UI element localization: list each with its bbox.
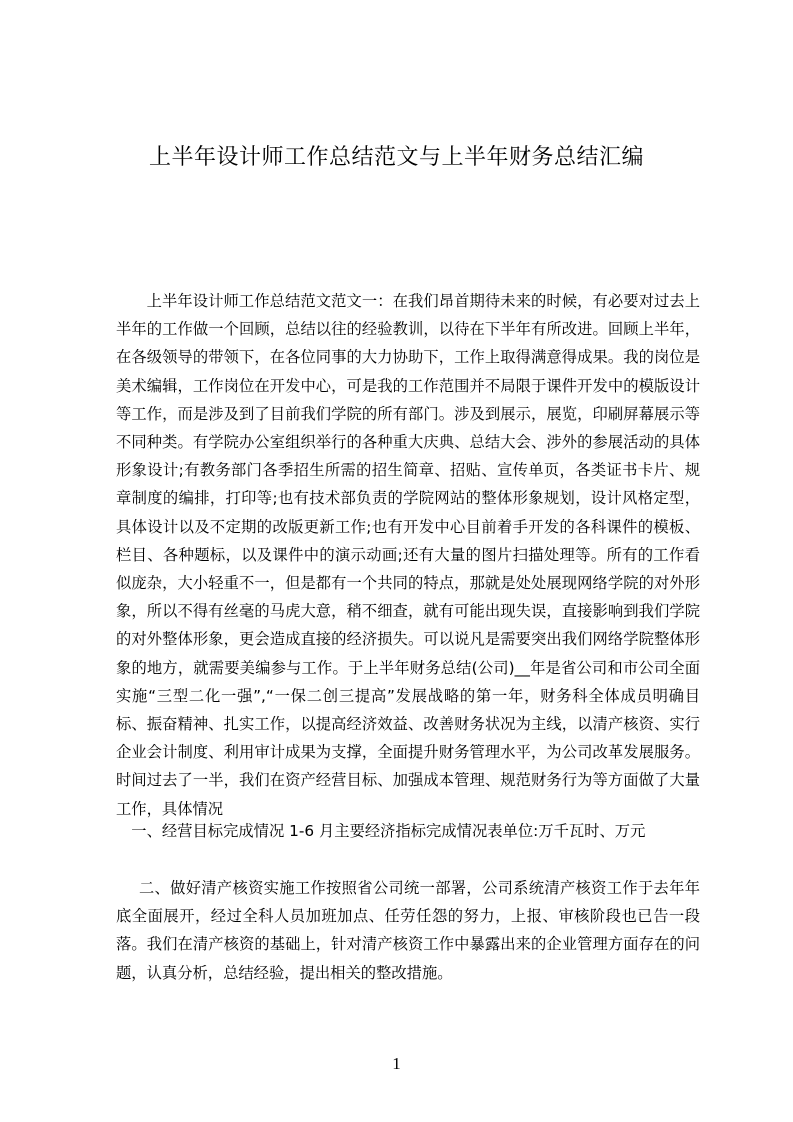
body-paragraph-2: 一、经营目标完成情况 1-6 月主要经济指标完成情况表单位:万千瓦时、万元 bbox=[131, 822, 646, 840]
body-paragraph-1: 上半年设计师工作总结范文范文一：在我们昂首期待未来的时候，有必要对过去上半年的工作做一个回顾，总结以往的经验教训，以待在下半年有所改进。回顾上半年，在各级领导的带领下，在各位同事的大力协助下，工作上取得满意得成果。我的岗位是美术编辑，工作岗位在开发中心，可是我的工作范围并不局限于课件开发中的模版设计等工作，而是涉及到了目前我们学院的所有部门。涉及到展示，展览，印刷屏幕展示等不同种类。有学院办公室组织举行的各种重大庆典、总结大会、涉外的参展活动的具体形象设计;有教务部门各季招生所需的招生简章、招贴、宣传单页，各类证书卡片、规章制度的编排，打印等;也有技术部负责的学院网站的整体形象规划，设计风格定型，具体设计以及不定期的改版更新工作;也有开发中心目前着手开发的各科课件的模板、栏目、各种题标，以及课件中的演示动画;还有大量的图片扫描处理等。所有的工作看似庞杂，大小轻重不一，但是都有一个共同的特点，那就是处处展现网络学院的对外形象，所以不得有丝毫的马虎大意，稍不细查，就有可能出现失误，直接影响到我们学院的对外整体形象，更会造成直接的经济损失。可以说凡是需要突出我们网络学院整体形象的地方，就需要美编参与工作。于上半年财务总结(公司)__年是省公司和市公司全面实施“三型二化一强”,“一保二创三提高”发展战略的第一年，财务科全体成员明确目标、振奋精神、扎实工作，以提高经济效益、改善财务状况为主线，以清产核资、实行企业会计制度、利用审计成果为支撑，全面提升财务管理水平，为公司改革发展服务。时间过去了一半，我们在资产经营目标、加强成本管理、规范财务行为等方面做了大量工作，具体情况 bbox=[116, 292, 700, 818]
body-paragraph-3: 二、做好清产核资实施工作按照省公司统一部署，公司系统清产核资工作于去年年底全面展开，经过全科人员加班加点、任劳任怨的努力，上报、审核阶段也已告一段落。我们在清产核资的基础上，针对清产核资工作中暴露出来的企业管理方面存在的问题，认真分析，总结经验，提出相关的整改措施。 bbox=[116, 879, 700, 982]
document-title: 上半年设计师工作总结范文与上半年财务总结汇编 bbox=[148, 145, 644, 170]
page-number: 1 bbox=[392, 1054, 401, 1073]
